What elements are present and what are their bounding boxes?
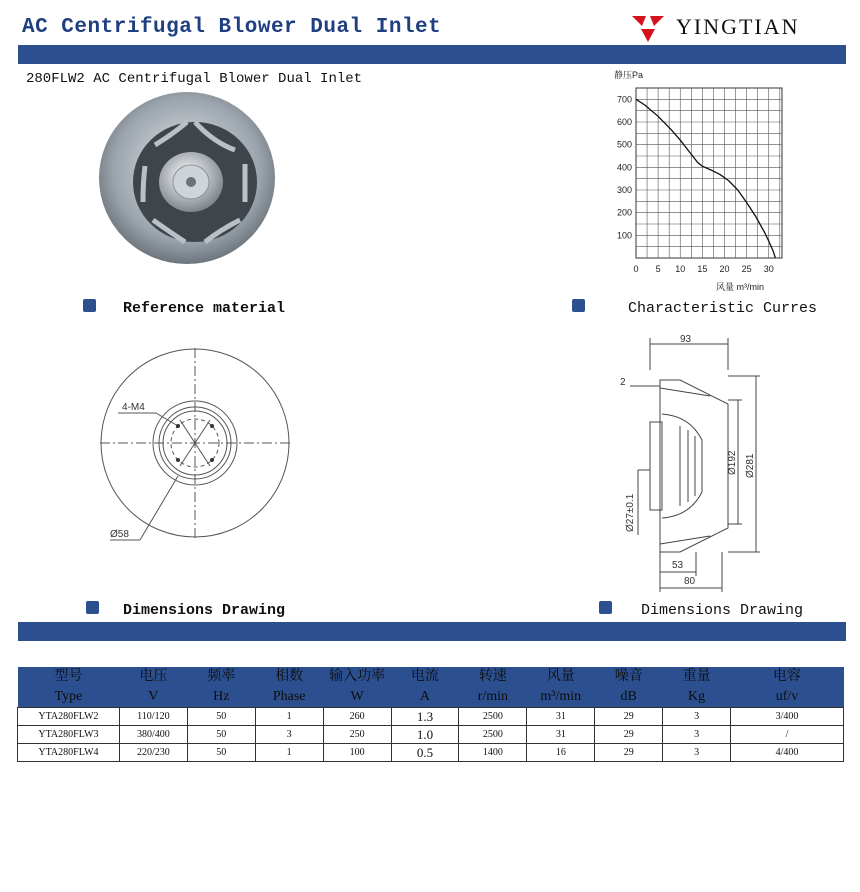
characteristic-chart <box>600 64 800 296</box>
header-cn-2: 频率 <box>187 667 255 687</box>
caption-reference: Reference material <box>123 300 286 317</box>
table-cell: 1 <box>255 708 323 726</box>
table-cell: 16 <box>527 744 595 762</box>
header-en-8: dB <box>595 687 663 708</box>
table-cell: 3/400 <box>731 708 844 726</box>
side-dimension-drawing <box>610 330 770 598</box>
y-tick-label: 700 <box>616 94 632 105</box>
header-cn-8: 噪音 <box>595 667 663 687</box>
brand-name: YINGTIAN <box>676 14 800 39</box>
front-dimension-drawing <box>100 340 305 550</box>
header-en-5: A <box>391 687 459 708</box>
spec-table <box>17 667 844 762</box>
caption-curve: Characteristic Curres <box>628 300 818 317</box>
table-cell: 1.0 <box>391 726 459 744</box>
table-cell: 50 <box>187 726 255 744</box>
table-cell: 260 <box>323 708 391 726</box>
header-cn-10: 电容 <box>731 667 844 687</box>
table-cell: 29 <box>595 708 663 726</box>
table-cell: YTA280FLW3 <box>18 726 120 744</box>
table-cell: 4/400 <box>731 744 844 762</box>
table-cell: 3 <box>663 744 731 762</box>
table-cell: 220/230 <box>119 744 187 762</box>
table-cell: / <box>731 726 844 744</box>
y-tick-label: 400 <box>616 162 632 173</box>
table-cell: 50 <box>187 708 255 726</box>
label-diameter: Ø58 <box>110 529 129 540</box>
caption-marker <box>599 601 612 614</box>
dim-53: 53 <box>672 560 684 571</box>
table-cell: 2500 <box>459 726 527 744</box>
table-row <box>18 744 844 762</box>
table-row <box>18 708 844 726</box>
header-cn-0: 型号 <box>18 667 120 687</box>
table-cell: 29 <box>595 726 663 744</box>
header-cn-5: 电流 <box>391 667 459 687</box>
caption-marker <box>86 601 99 614</box>
yingtian-logo-icon <box>630 12 666 44</box>
dim-gap: 2 <box>620 377 626 388</box>
dim-outer-diameter: Ø281 <box>745 453 756 478</box>
section-band <box>18 622 846 641</box>
table-cell: 1.3 <box>391 708 459 726</box>
header-en-6: r/min <box>459 687 527 708</box>
caption-marker <box>572 299 585 312</box>
table-cell: 3 <box>663 726 731 744</box>
dim-width: 93 <box>680 334 692 345</box>
table-cell: 3 <box>663 708 731 726</box>
table-cell: 380/400 <box>119 726 187 744</box>
table-cell: 110/120 <box>119 708 187 726</box>
x-tick-label: 10 <box>675 264 686 274</box>
table-cell: 2500 <box>459 708 527 726</box>
y-tick-label: 300 <box>616 185 632 195</box>
header-en-9: Kg <box>663 687 731 708</box>
x-tick-label: 0 <box>633 264 639 274</box>
header-band <box>18 45 846 64</box>
product-subtitle: 280FLW2 AC Centrifugal Blower Dual Inlet <box>26 71 363 87</box>
table-row <box>18 726 844 744</box>
dim-hub-diameter: Ø27±0.1 <box>625 493 636 532</box>
table-cell: 250 <box>323 726 391 744</box>
y-tick-label: 200 <box>616 207 632 218</box>
x-tick-label: 15 <box>697 264 708 274</box>
header-cn-1: 电压 <box>119 667 187 687</box>
x-tick-label: 30 <box>763 264 774 274</box>
header-cn-3: 相数 <box>255 667 323 687</box>
caption-marker <box>83 299 96 312</box>
page-title: AC Centrifugal Blower Dual Inlet <box>22 16 442 39</box>
header-en-1: V <box>119 687 187 708</box>
caption-dim-side: Dimensions Drawing <box>641 602 804 619</box>
y-axis-label: 静压Pa <box>614 70 644 80</box>
table-cell: 31 <box>527 726 595 744</box>
label-holes: 4-M4 <box>122 402 145 413</box>
dim-inner-diameter: Ø192 <box>727 450 738 475</box>
y-tick-label: 100 <box>616 230 632 241</box>
header-cn-4: 输入功率 <box>323 667 391 687</box>
header-en-3: Phase <box>255 687 323 708</box>
header-cn-6: 转速 <box>459 667 527 687</box>
table-cell: 31 <box>527 708 595 726</box>
table-cell: 29 <box>595 744 663 762</box>
header-en-10: uf/v <box>731 687 844 708</box>
header-en-2: Hz <box>187 687 255 708</box>
header-cn-9: 重量 <box>663 667 731 687</box>
table-cell: 100 <box>323 744 391 762</box>
x-tick-label: 5 <box>655 264 661 274</box>
x-tick-label: 20 <box>719 264 730 274</box>
caption-dim-front: Dimensions Drawing <box>123 602 286 619</box>
y-tick-label: 600 <box>616 117 632 127</box>
table-cell: 0.5 <box>391 744 459 762</box>
table-cell: YTA280FLW4 <box>18 744 120 762</box>
header-en-7: m³/min <box>527 687 595 708</box>
table-cell: 50 <box>187 744 255 762</box>
header-cn-7: 风量 <box>527 667 595 687</box>
dim-80: 80 <box>684 576 696 587</box>
x-tick-label: 25 <box>741 264 752 274</box>
header-en-4: W <box>323 687 391 708</box>
y-tick-label: 500 <box>616 139 632 150</box>
blower-photo <box>95 90 280 270</box>
header-en-0: Type <box>18 687 120 708</box>
table-cell: 1400 <box>459 744 527 762</box>
table-cell: 3 <box>255 726 323 744</box>
x-axis-label: 风量 m³/min <box>716 282 764 292</box>
table-cell: 1 <box>255 744 323 762</box>
table-cell: YTA280FLW2 <box>18 708 120 726</box>
